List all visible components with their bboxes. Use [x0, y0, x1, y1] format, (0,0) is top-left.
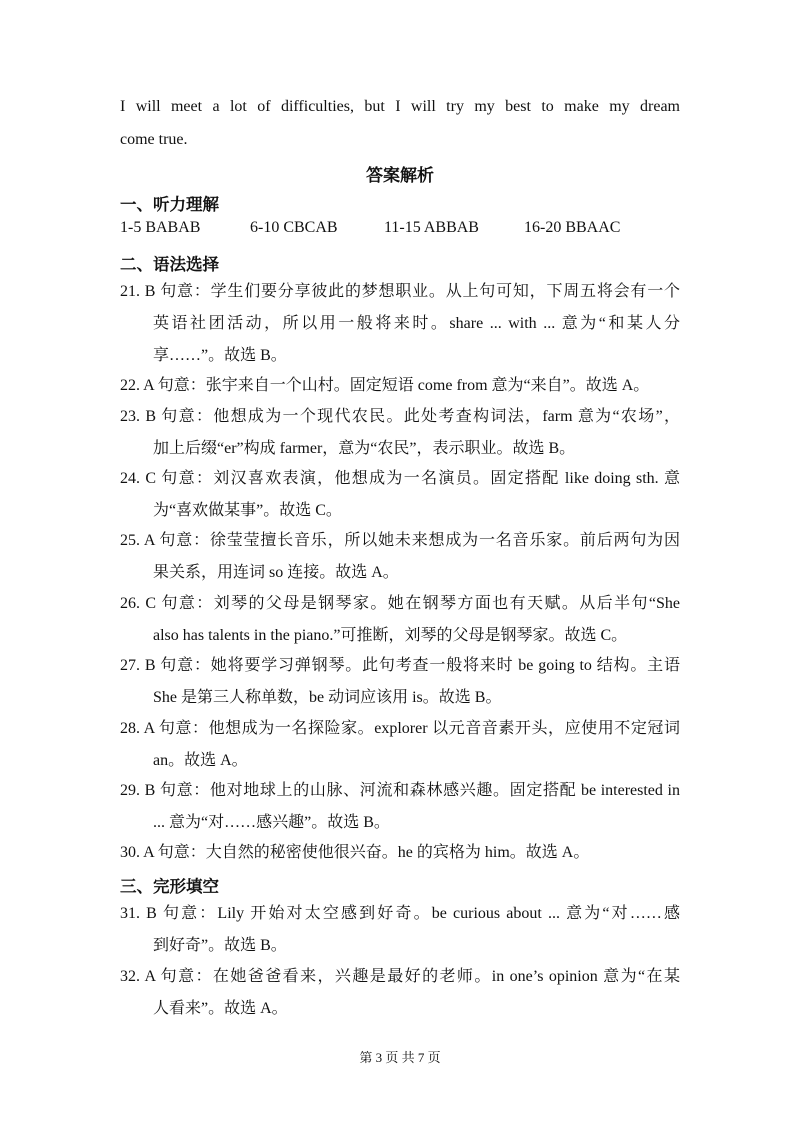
section-heading-listening: 一、听力理解 [120, 195, 219, 214]
item-line: 22. A 句意：张宇来自一个山村。固定短语 come from 意为“来自”。故选 A。 [120, 377, 650, 394]
section-heading-cloze: 三、完形填空 [120, 877, 219, 896]
item-line: 21. B 句意：学生们要分享彼此的梦想职业。从上句可知，下周五将会有一个 [120, 283, 680, 300]
intro-line-1: I will meet a lot of difficulties, but I will try my best to make my dream [120, 98, 680, 115]
item-line: 25. A 句意：徐莹莹擅长音乐，所以她未来想成为一名音乐家。前后两句为因 [120, 532, 680, 549]
answer-group-16-20: 16-20 BBAAC [524, 219, 621, 236]
item-line: 32. A 句意：在她爸爸看来，兴趣是最好的老师。in one’s opinion 意为“在某 [120, 968, 680, 985]
page-title: 答案解析 [366, 166, 434, 185]
item-line: 加上后缀“er”构成 farmer，意为“农民”，表示职业。故选 B。 [153, 440, 576, 457]
item-line: 28. A 句意：他想成为一名探险家。explorer 以元音音素开头，应使用不定冠词 [120, 720, 680, 737]
item-line: 24. C 句意：刘汉喜欢表演，他想成为一名演员。固定搭配 like doing sth. 意 [120, 470, 680, 487]
item-line: 人看来”。故选 A。 [153, 1000, 288, 1017]
answer-group-1-5: 1-5 BABAB [120, 219, 201, 236]
item-line: ... 意为“对……感兴趣”。故选 B。 [153, 814, 390, 831]
item-line: 23. B 句意：他想成为一个现代农民。此处考查构词法，farm 意为“农场”， [120, 408, 680, 425]
item-line: 26. C 句意：刘琴的父母是钢琴家。她在钢琴方面也有天赋。从后半句“She [120, 595, 680, 612]
answer-group-11-15: 11-15 ABBAB [384, 219, 479, 236]
item-line: 30. A 句意：大自然的秘密使他很兴奋。he 的宾格为 him。故选 A。 [120, 844, 590, 861]
item-line: 31. B 句意：Lily 开始对太空感到好奇。be curious about ... 意为“对……感 [120, 905, 680, 922]
item-line: 27. B 句意：她将要学习弹钢琴。此句考查一般将来时 be going to 结构。主语 [120, 657, 680, 674]
page-number: 第 3 页 共 7 页 [359, 1050, 441, 1065]
item-line: 享……”。故选 B。 [153, 347, 287, 364]
section-heading-grammar: 二、语法选择 [120, 255, 219, 274]
item-line: 英语社团活动，所以用一般将来时。share ... with ... 意为“和某人分 [153, 315, 680, 332]
item-line: 29. B 句意：他对地球上的山脉、河流和森林感兴趣。固定搭配 be interested in [120, 782, 680, 799]
item-line: 为“喜欢做某事”。故选 C。 [153, 502, 342, 519]
item-line: 果关系，用连词 so 连接。故选 A。 [153, 564, 399, 581]
intro-line-2: come true. [120, 131, 188, 148]
item-line: 到好奇”。故选 B。 [153, 937, 287, 954]
item-line: an。故选 A。 [153, 752, 248, 769]
item-line: also has talents in the piano.”可推断，刘琴的父母是钢琴家。故选 C。 [153, 627, 628, 644]
item-line: She 是第三人称单数，be 动词应该用 is。故选 B。 [153, 689, 502, 706]
answer-group-6-10: 6-10 CBCAB [250, 219, 338, 236]
